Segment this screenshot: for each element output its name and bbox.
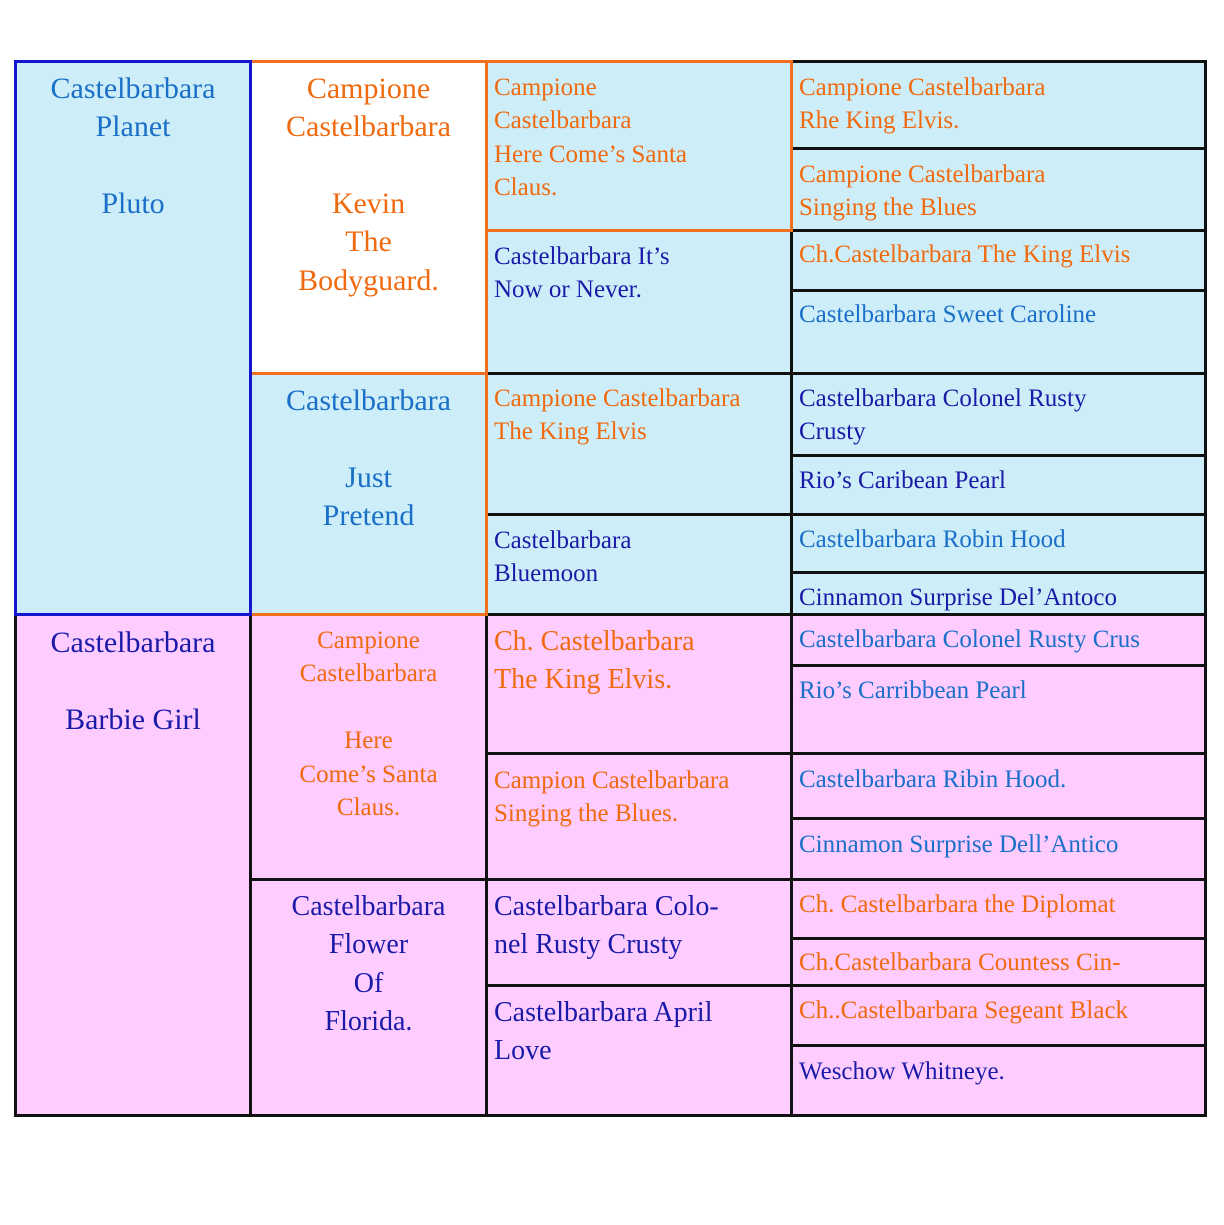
gen3-3-line2: The King Elvis [494,418,647,445]
gen2-dd-line4: Florida. [324,1006,413,1037]
gen2-ss-line3: Kevin [331,187,406,220]
gen2-dd-line2: Flower [328,929,409,960]
pedigree-cell-gen2-sire-dam [249,372,488,616]
dam-line2: Barbie Girl [65,703,201,736]
gen2-ds-line3: Here [344,727,393,754]
pedigree-cell-gen4-1 [790,60,1207,150]
gen3-6-line1: Campion Castelbarbara [494,767,730,794]
gen2-ss-line4: The [345,225,392,258]
gen3-2-line2: Now or Never. [494,276,642,303]
gen2-sd-line1: Castelbarbara [286,384,451,417]
pedigree-cell-gen3-4 [485,513,793,616]
gen2-ds-line4: Come’s Santa [299,761,438,788]
gen2-ds-line5: Claus. [336,794,401,821]
pedigree-cell-gen4-5 [790,372,1207,457]
gen3-1-line2: Castelbarbara [494,107,632,134]
gen4-12-line1: Cinnamon Surprise Dell’Antico [799,831,1119,858]
pedigree-cell-gen4-15 [790,984,1207,1047]
pedigree-cell-gen4-7 [790,513,1207,574]
pedigree-cell-gen4-12 [790,817,1207,881]
pedigree-cell-gen4-14 [790,937,1207,987]
pedigree-cell-gen4-13 [790,878,1207,940]
gen4-1-line1: Campione Castelbarbara [799,74,1046,101]
gen4-5-line2: Crusty [799,418,866,445]
gen3-1-line3: Here Come’s Santa [494,141,688,168]
pedigree-cell-gen4-11 [790,752,1207,820]
gen2-sd-line2: Just [345,461,392,494]
pedigree-cell-gen3-7 [485,878,793,987]
sire-line3: Pluto [101,187,165,220]
gen3-6-line2: Singing the Blues. [494,800,679,827]
pedigree-cell-gen2-sire-sire [249,60,488,375]
pedigree-cell-gen3-1 [485,60,793,232]
gen3-1-line4: Claus. [494,174,558,201]
gen3-4-line2: Bluemoon [494,560,599,587]
gen4-4-line1: Castelbarbara Sweet Caroline [799,301,1097,328]
gen4-7-line1: Castelbarbara Robin Hood [799,526,1066,553]
gen2-ss-line2: Castelbarbara [286,110,451,143]
pedigree-cell-dam [14,613,252,1117]
pedigree-cell-gen2-dam-dam [249,878,488,1117]
pedigree-cell-sire [14,60,252,616]
gen4-2-line2: Singing the Blues [799,194,977,221]
gen2-ds-line1: Campione [317,627,420,654]
gen4-13-line1: Ch. Castelbarbara the Diplomat [799,891,1116,918]
gen2-sd-line3: Pretend [322,499,415,532]
gen3-7-line1: Castelbarbara Colo- [494,891,719,922]
gen3-8-line1: Castelbarbara April [494,997,713,1028]
gen4-5-line1: Castelbarbara Colonel Rusty [799,385,1087,412]
gen4-11-line1: Castelbarbara Ribin Hood. [799,766,1067,793]
gen4-3-line1: Ch.Castelbarbara The King Elvis [799,241,1131,268]
pedigree-cell-gen4-8 [790,571,1207,616]
pedigree-cell-gen4-2 [790,147,1207,232]
gen4-9-line1: Castelbarbara Colonel Rusty Crus [799,626,1140,653]
gen3-3-line1: Campione Castelbarbara [494,385,741,412]
gen4-10-line1: Rio’s Carribbean Pearl [799,677,1027,704]
sire-line1: Castelbarbara [50,72,216,105]
pedigree-cell-gen3-2 [485,229,793,375]
dam-line1: Castelbarbara [50,626,216,659]
gen2-dd-line1: Castelbarbara [291,891,446,922]
gen3-4-line1: Castelbarbara [494,527,632,554]
gen4-6-line1: Rio’s Caribean Pearl [799,467,1006,494]
gen3-2-line1: Castelbarbara It’s [494,243,670,270]
pedigree-cell-gen3-6 [485,752,793,881]
gen3-7-line2: nel Rusty Crusty [494,929,683,960]
gen3-1-line1: Campione [494,74,597,101]
pedigree-cell-gen3-3 [485,372,793,516]
gen2-ss-line5: Bodyguard. [298,264,439,297]
pedigree-cell-gen4-3 [790,229,1207,292]
gen4-14-line1: Ch.Castelbarbara Countess Cin- [799,949,1121,976]
gen3-8-line2: Love [494,1035,552,1066]
gen4-2-line1: Campione Castelbarbara [799,161,1046,188]
sire-line2: Planet [95,110,171,143]
gen4-8-line1: Cinnamon Surprise Del’Antoco [799,584,1118,611]
gen3-5-line2: The King Elvis. [494,664,673,695]
pedigree-cell-gen3-8 [485,984,793,1117]
pedigree-cell-gen4-10 [790,664,1207,755]
gen2-ss-line1: Campione [306,72,431,105]
gen3-5-line1: Ch. Castelbarbara [494,626,695,657]
gen2-ds-line2: Castelbarbara [299,660,438,687]
gen4-1-line2: Rhe King Elvis. [799,107,960,134]
gen4-15-line1: Ch..Castelbarbara Segeant Black [799,997,1129,1024]
pedigree-cell-gen2-dam-sire [249,613,488,881]
pedigree-cell-gen3-5 [485,613,793,755]
pedigree-cell-gen4-4 [790,289,1207,375]
pedigree-cell-gen4-9 [790,613,1207,667]
pedigree-cell-gen4-16 [790,1044,1207,1117]
pedigree-cell-gen4-6 [790,454,1207,516]
gen2-dd-line3: Of [353,968,384,999]
gen4-16-line1: Weschow Whitneye. [799,1058,1005,1085]
